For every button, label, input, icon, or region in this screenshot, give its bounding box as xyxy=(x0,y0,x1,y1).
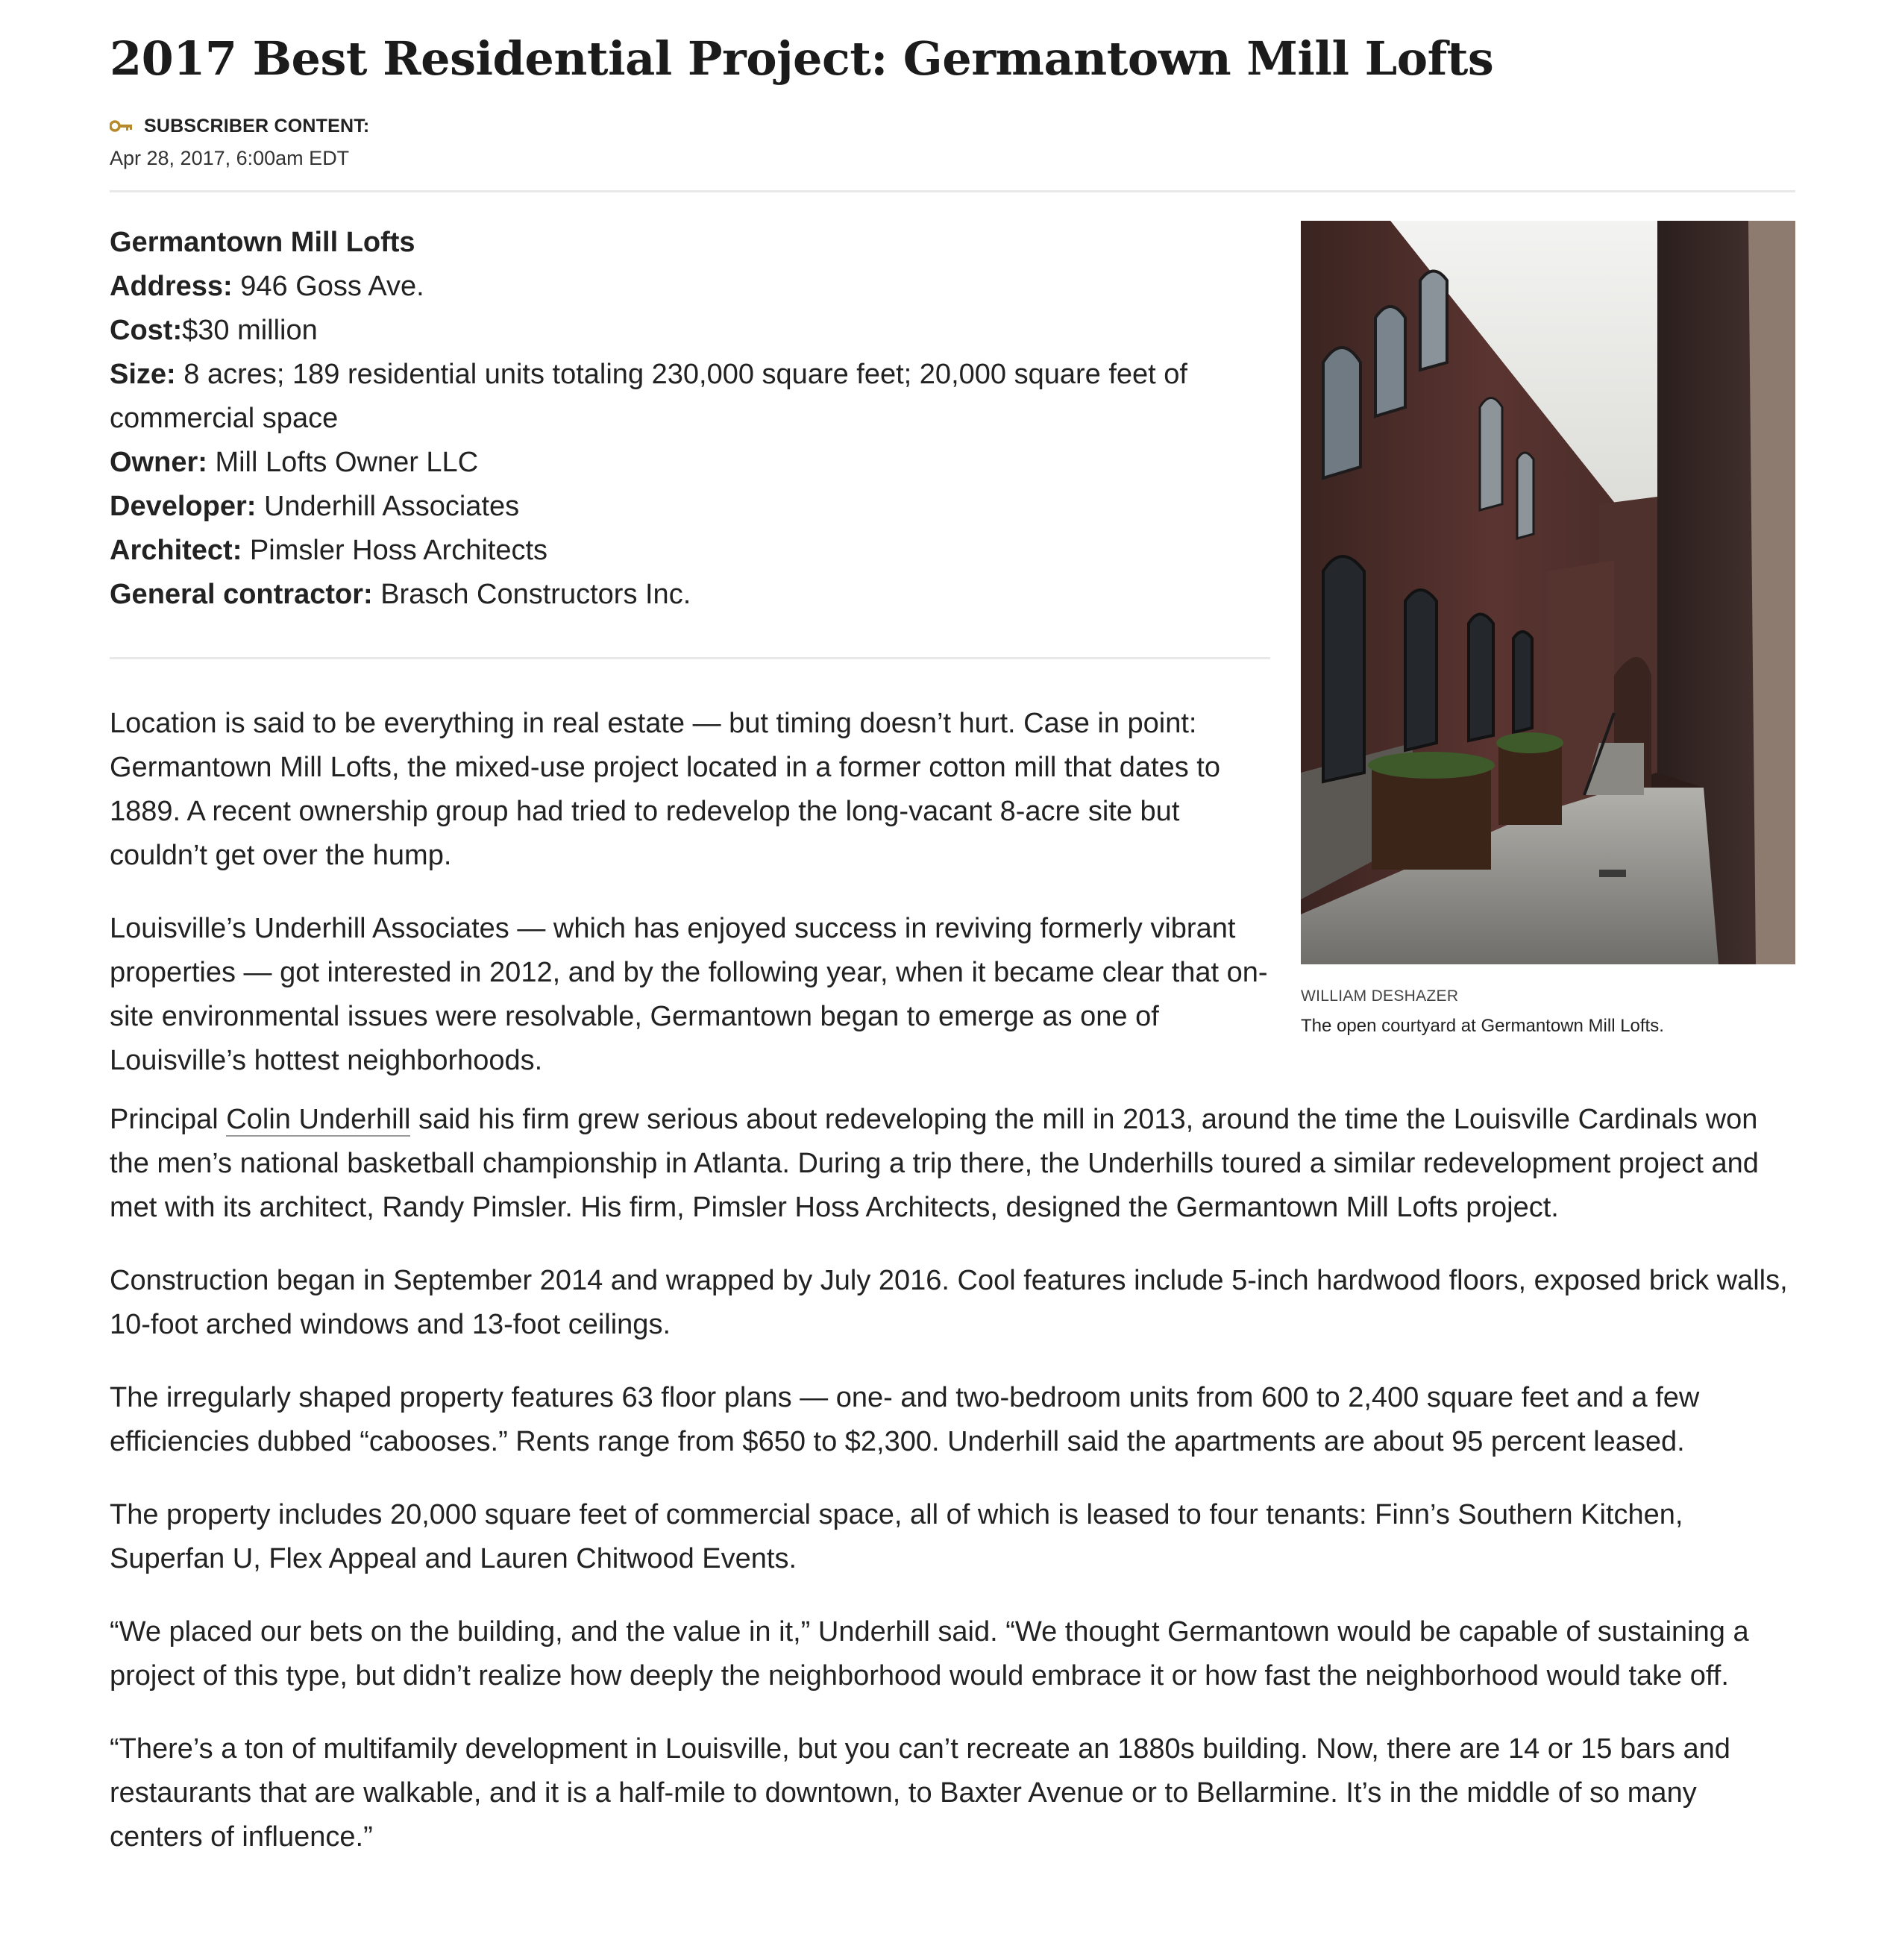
fact-value: Underhill Associates xyxy=(256,491,520,523)
fact-cost xyxy=(110,309,1273,353)
photo-credit: WILLIAM DESHAZER xyxy=(1301,987,1459,1005)
project-facts xyxy=(110,221,1273,617)
lead-section xyxy=(110,221,1795,1077)
key-icon xyxy=(110,119,134,133)
body-paragraph: Location is said to be everything in real estate — but timing doesn’t hurt. Case in point: Germantown Mill Lofts, the mixed-use project located in a former cotton mill that dates to 1889. A recent ownership group had tried to redevelop the long-vacant 8-acre site but couldn’t get over the hump. xyxy=(110,708,1220,872)
fact-value: Mill Lofts Owner LLC xyxy=(207,447,479,479)
article xyxy=(110,0,1795,1859)
lead-text xyxy=(110,221,1273,1083)
body-paragraph: Louisville’s Underhill Associates — which has enjoyed success in reviving formerly vibrant properties — got interested in 2012, and by the following year, when it became clear that on-site environmental issues were resolvable, Germantown began to emerge as one of Louisville’s hottest neighborhoods. xyxy=(110,913,1268,1077)
body-paragraph: “There’s a ton of multifamily development in Louisville, but you can’t recreate an 1880s building. Now, there are 14 or 15 bars and restaurants that are walkable, and it is a half-mile to downtown, to Baxter Avenue or to Bellarmine. It’s in the middle of so many centers of influence.” xyxy=(110,1733,1730,1853)
fact-value: 8 acres; 189 residential units totaling 230,000 square feet; 20,000 square feet of commercial space xyxy=(110,359,1187,435)
body-paragraph: “We placed our bets on the building, and the value in it,” Underhill said. “We thought Germantown would be capable of sustaining a project of this type, but didn’t realize how deeply the neighborhood would embrace it or how fast the neighborhood would take off. xyxy=(110,1616,1749,1692)
fact-label: Cost: xyxy=(110,315,183,347)
body-paragraph: The irregularly shaped property features 63 floor plans — one- and two-bedroom units from 600 to 2,400 square feet and a few efficiencies dubbed “cabooses.” Rents range from $650 to $2,300. Underhill said the apartments are about 95 percent leased. xyxy=(110,1382,1700,1458)
fact-label: General contractor: xyxy=(110,579,373,611)
colin-underhill-link[interactable]: Colin Underhill xyxy=(226,1104,411,1136)
fact-contractor xyxy=(110,573,1273,617)
divider xyxy=(110,190,1795,192)
subscriber-label: SUBSCRIBER CONTENT: xyxy=(144,115,370,136)
fact-architect xyxy=(110,529,1273,573)
photo-caption: The open courtyard at Germantown Mill Lofts. xyxy=(1301,1016,1664,1037)
fact-label: Architect: xyxy=(110,535,242,567)
fact-value: 946 Goss Ave. xyxy=(232,271,424,303)
fact-value: $30 million xyxy=(182,315,318,347)
paragraph-text: Principal xyxy=(110,1104,227,1136)
fact-label: Size: xyxy=(110,359,176,391)
project-name: Germantown Mill Lofts xyxy=(110,227,415,259)
body-paragraph: The property includes 20,000 square feet of commercial space, all of which is leased to four tenants: Finn’s Southern Kitchen, Superfan U, Flex Appeal and Lauren Chitwood Events. xyxy=(110,1499,1683,1575)
paragraph-text: said his firm grew serious about redeveloping the mill in 2013, around the time the Louisville Cardinals won the men’s national basketball championship in Atlanta. During a trip there, the Underhills toured a similar redevelopment project and met with its architect, Randy Pimsler. His firm, Pimsler Hoss Architects, designed the Germantown Mill Lofts project. xyxy=(110,1104,1759,1224)
fact-owner xyxy=(110,441,1273,485)
courtyard-photo[interactable] xyxy=(1301,221,1795,964)
fact-size xyxy=(110,353,1273,441)
fact-value: Brasch Constructors Inc. xyxy=(372,579,691,611)
body-paragraph xyxy=(110,1098,1795,1230)
article-body xyxy=(110,1098,1795,1859)
photo-figure xyxy=(1301,221,1795,1037)
body-paragraph: Construction began in September 2014 and wrapped by July 2016. Cool features include 5-inch hardwood floors, exposed brick walls, 10-foot arched windows and 13-foot ceilings. xyxy=(110,1265,1788,1341)
subscriber-badge xyxy=(110,115,1795,137)
fact-developer xyxy=(110,485,1273,529)
fact-label: Developer: xyxy=(110,491,257,523)
fact-address xyxy=(110,265,1273,309)
publish-date: Apr 28, 2017, 6:00am EDT xyxy=(110,147,350,170)
fact-label: Address: xyxy=(110,271,233,303)
headline: 2017 Best Residential Project: Germantown Mill Lofts xyxy=(110,31,1494,86)
fact-value: Pimsler Hoss Architects xyxy=(242,535,548,567)
fact-label: Owner: xyxy=(110,447,207,479)
divider xyxy=(110,657,1270,659)
